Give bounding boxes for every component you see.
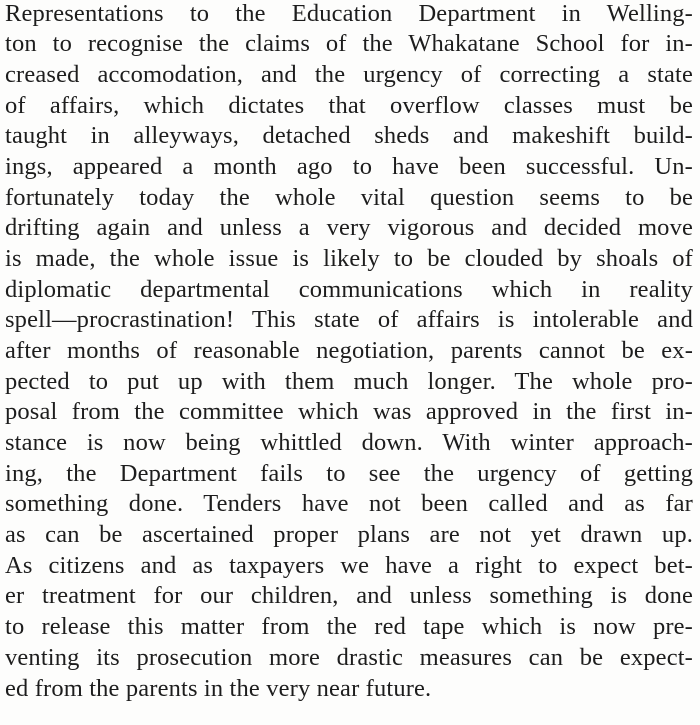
- article-line: of affairs, which dictates that overflow classes must be: [5, 92, 693, 119]
- article-line: As citizens and as taxpayers we have a right to expect bet-: [5, 552, 693, 579]
- article-line: ings, appeared a month ago to have been successful. Un-: [5, 153, 693, 180]
- article-line: taught in alleyways, detached sheds and makeshift build-: [5, 122, 693, 149]
- article-line: as can be ascertained proper plans are not yet drawn up.: [5, 521, 693, 548]
- article-line: is made, the whole issue is likely to be clouded by shoals of: [5, 245, 693, 272]
- article-line: after months of reasonable negotiation, parents cannot be ex-: [5, 337, 693, 364]
- article-line: posal from the committee which was approved in the first in-: [5, 398, 693, 425]
- article-line: something done. Tenders have not been called and as far: [5, 490, 693, 517]
- article-line: ton to recognise the claims of the Whakatane School for in-: [5, 30, 693, 57]
- article-line: er treatment for our children, and unless something is done: [5, 582, 693, 609]
- article-line: creased accomodation, and the urgency of correcting a state: [5, 61, 693, 88]
- article-line: fortunately today the whole vital question seems to be: [5, 184, 693, 211]
- article-line: pected to put up with them much longer. The whole pro-: [5, 368, 693, 395]
- article-line: stance is now being whittled down. With winter approach-: [5, 429, 693, 456]
- article-line: Representations to the Education Department in Welling-: [5, 0, 693, 27]
- article-line: ing, the Department fails to see the urgency of getting: [5, 460, 693, 487]
- article-line: diplomatic departmental communications which in reality: [5, 276, 693, 303]
- article-line-last: ed from the parents in the very near future.: [5, 675, 432, 702]
- article-line: venting its prosecution more drastic measures can be expect-: [5, 644, 693, 671]
- article-line: to release this matter from the red tape which is now pre-: [5, 613, 693, 640]
- article-line: spell—procrastination! This state of affairs is intolerable and: [5, 306, 693, 333]
- article-line: drifting again and unless a very vigorous and decided move: [5, 214, 693, 241]
